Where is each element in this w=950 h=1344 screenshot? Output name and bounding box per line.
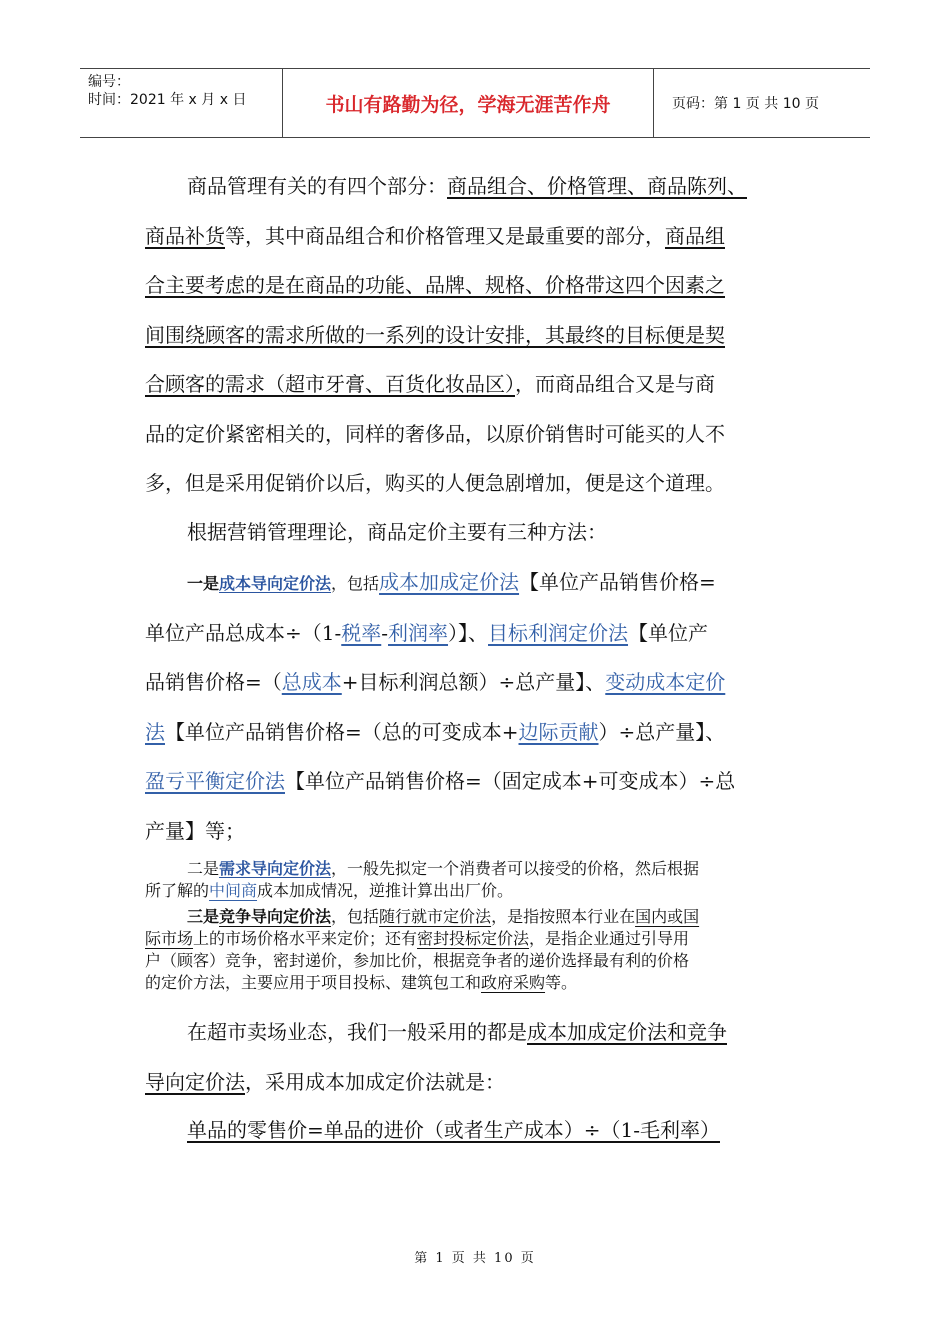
paragraph-supermarket	[145, 1008, 795, 1107]
text-span: 等，其中商品组合和价格管理又是最重要的部分，	[225, 223, 665, 248]
page-footer: 第 1 页 共 10 页	[414, 1251, 536, 1266]
page-info-text: 页码：第 1 页 共 10 页	[672, 96, 819, 112]
underlined-text: 商品组	[665, 223, 725, 248]
text-line	[145, 757, 795, 807]
text-span: ，是指按照本行业在	[491, 907, 636, 926]
document-header	[80, 68, 870, 138]
link-tax-rate[interactable]: 税率	[341, 620, 382, 645]
text-line	[145, 880, 805, 902]
header-meta-cell	[80, 69, 280, 137]
paragraph-demand-oriented	[145, 858, 805, 902]
text-line	[145, 1058, 795, 1108]
text-line	[145, 1008, 795, 1058]
text-span: 三是	[187, 907, 220, 926]
text-span: 单位产品总成本÷（1-	[145, 620, 342, 645]
text-line	[145, 972, 805, 994]
text-span: 上的市场价格水平来定价；还有	[193, 929, 418, 948]
text-span: ，而商品组合又是与商	[515, 372, 715, 396]
text-span: ）÷总产量】、	[598, 719, 726, 744]
underlined-text: 际市场	[145, 929, 194, 948]
page-info	[664, 69, 870, 137]
text-span: ，采用成本加成定价法就是：	[245, 1069, 505, 1094]
underlined-text: 国内或国	[635, 907, 700, 926]
underlined-text: 间围绕顾客的需求所做的一系列的设计安排，其最终的目标便是契	[145, 322, 725, 347]
text-line	[145, 928, 805, 950]
link-variable-cost[interactable]: 变动成本定价	[605, 670, 726, 694]
link-profit-rate[interactable]: 利润率	[388, 620, 449, 645]
text-span: 的定价方法，主要应用于项目投标、建筑包工和	[145, 973, 482, 992]
text-line	[145, 311, 795, 361]
link-target-profit[interactable]: 目标利润定价法	[488, 620, 629, 645]
link-middleman[interactable]: 中间商	[209, 881, 258, 900]
text-line	[145, 212, 795, 262]
text-span: ，包括	[331, 574, 380, 593]
header-motto: 书山有路勤为径，学海无涯苦作舟	[282, 69, 654, 137]
number-label: 编号：	[88, 74, 130, 90]
link-cost-plus[interactable]: 成本加成定价法	[379, 570, 520, 594]
text-span: ）】、	[448, 620, 489, 645]
underlined-text: 密封投标定价法	[417, 929, 530, 948]
text-span: 一是	[187, 574, 220, 593]
text-span: 等。	[545, 973, 578, 992]
link-demand-oriented[interactable]: 需求导向定价法	[219, 859, 332, 878]
text-span: ，包括	[331, 907, 380, 926]
underlined-text: 随行就市定价法	[379, 907, 492, 926]
text-span: ，一般先拟定一个消费者可以接受的价格，然后根据	[331, 859, 700, 878]
text-line	[145, 858, 805, 880]
text-line	[145, 950, 805, 972]
formula-retail-price	[145, 1106, 795, 1156]
text-line	[145, 410, 795, 460]
text-line	[145, 708, 795, 758]
competition-oriented-term: 竞争导向定价法	[219, 907, 332, 926]
text-line	[145, 558, 795, 609]
text-span: 所了解的	[145, 881, 210, 900]
link-total-cost[interactable]: 总成本	[281, 670, 342, 694]
text-span: 户（顾客）竞争，密封递价，参加比价，根据竞争者的递价选择最有利的价格	[145, 951, 690, 970]
text-line	[145, 162, 795, 212]
text-line	[145, 1106, 795, 1156]
link-variable-cost[interactable]: 法	[145, 719, 165, 744]
text-span: +目标利润总额）÷总产量】、	[341, 670, 606, 694]
underlined-text: 合顾客的需求（超市牙膏、百货化妆品区）	[145, 372, 515, 396]
underlined-text: 商品补货	[145, 223, 225, 248]
underlined-text: 成本加成定价法和竞争	[527, 1020, 727, 1044]
underlined-text: 合主要考虑的是在商品的功能、品牌、规格、价格带这四个因素之	[145, 273, 725, 297]
text-line	[145, 807, 795, 857]
text-span: 品销售价格=（	[145, 670, 282, 694]
text-span: 商品管理有关的有四个部分：	[187, 174, 447, 198]
paragraph-product-management	[145, 162, 795, 509]
link-breakeven[interactable]: 盈亏平衡定价法	[145, 769, 285, 793]
text-span: 在超市卖场业态，我们一般采用的都是	[187, 1020, 527, 1044]
underlined-text: 导向定价法	[145, 1069, 245, 1094]
text-span: -	[381, 620, 389, 645]
text-span: 成本加成情况，逆推计算出出厂价。	[257, 881, 514, 900]
paragraph-competition-oriented	[145, 906, 805, 994]
text-line: 根据营销管理理论，商品定价主要有三种方法：	[187, 520, 607, 544]
text-span: 【单位产	[628, 620, 709, 645]
text-span: 多，但是采用促销价以后，购买的人便急剧增加，便是这个道理。	[145, 471, 725, 495]
underlined-text: 政府采购	[481, 973, 546, 992]
text-line	[145, 609, 795, 659]
text-span: 【单位产品销售价格=（固定成本+可变成本）÷总	[285, 769, 736, 793]
text-span: ，是指企业通过引导用	[529, 929, 690, 948]
text-span: 【单位产品销售价格=	[519, 570, 716, 594]
text-span: 品的定价紧密相关的，同样的奢侈品，以原价销售时可能买的人不	[145, 421, 725, 446]
paragraph-pricing-intro	[145, 508, 795, 558]
time-label: 时间：2021 年 x 月 x 日	[88, 92, 247, 108]
link-marginal-contribution[interactable]: 边际贡献	[518, 719, 599, 744]
text-span: 二是	[187, 859, 220, 878]
formula-text: 单品的零售价=单品的进价（或者生产成本）÷（1-毛利率）	[187, 1118, 720, 1142]
text-span: 产量】等；	[145, 818, 245, 843]
text-line	[145, 459, 795, 509]
link-cost-oriented[interactable]: 成本导向定价法	[219, 574, 332, 593]
underlined-text: 商品组合、价格管理、商品陈列、	[447, 174, 747, 198]
text-line	[145, 658, 795, 708]
text-line	[145, 360, 795, 410]
paragraph-cost-oriented	[145, 558, 795, 856]
text-span: 【单位产品销售价格=（总的可变成本+	[165, 719, 519, 744]
text-line	[145, 906, 805, 928]
text-line	[145, 261, 795, 311]
